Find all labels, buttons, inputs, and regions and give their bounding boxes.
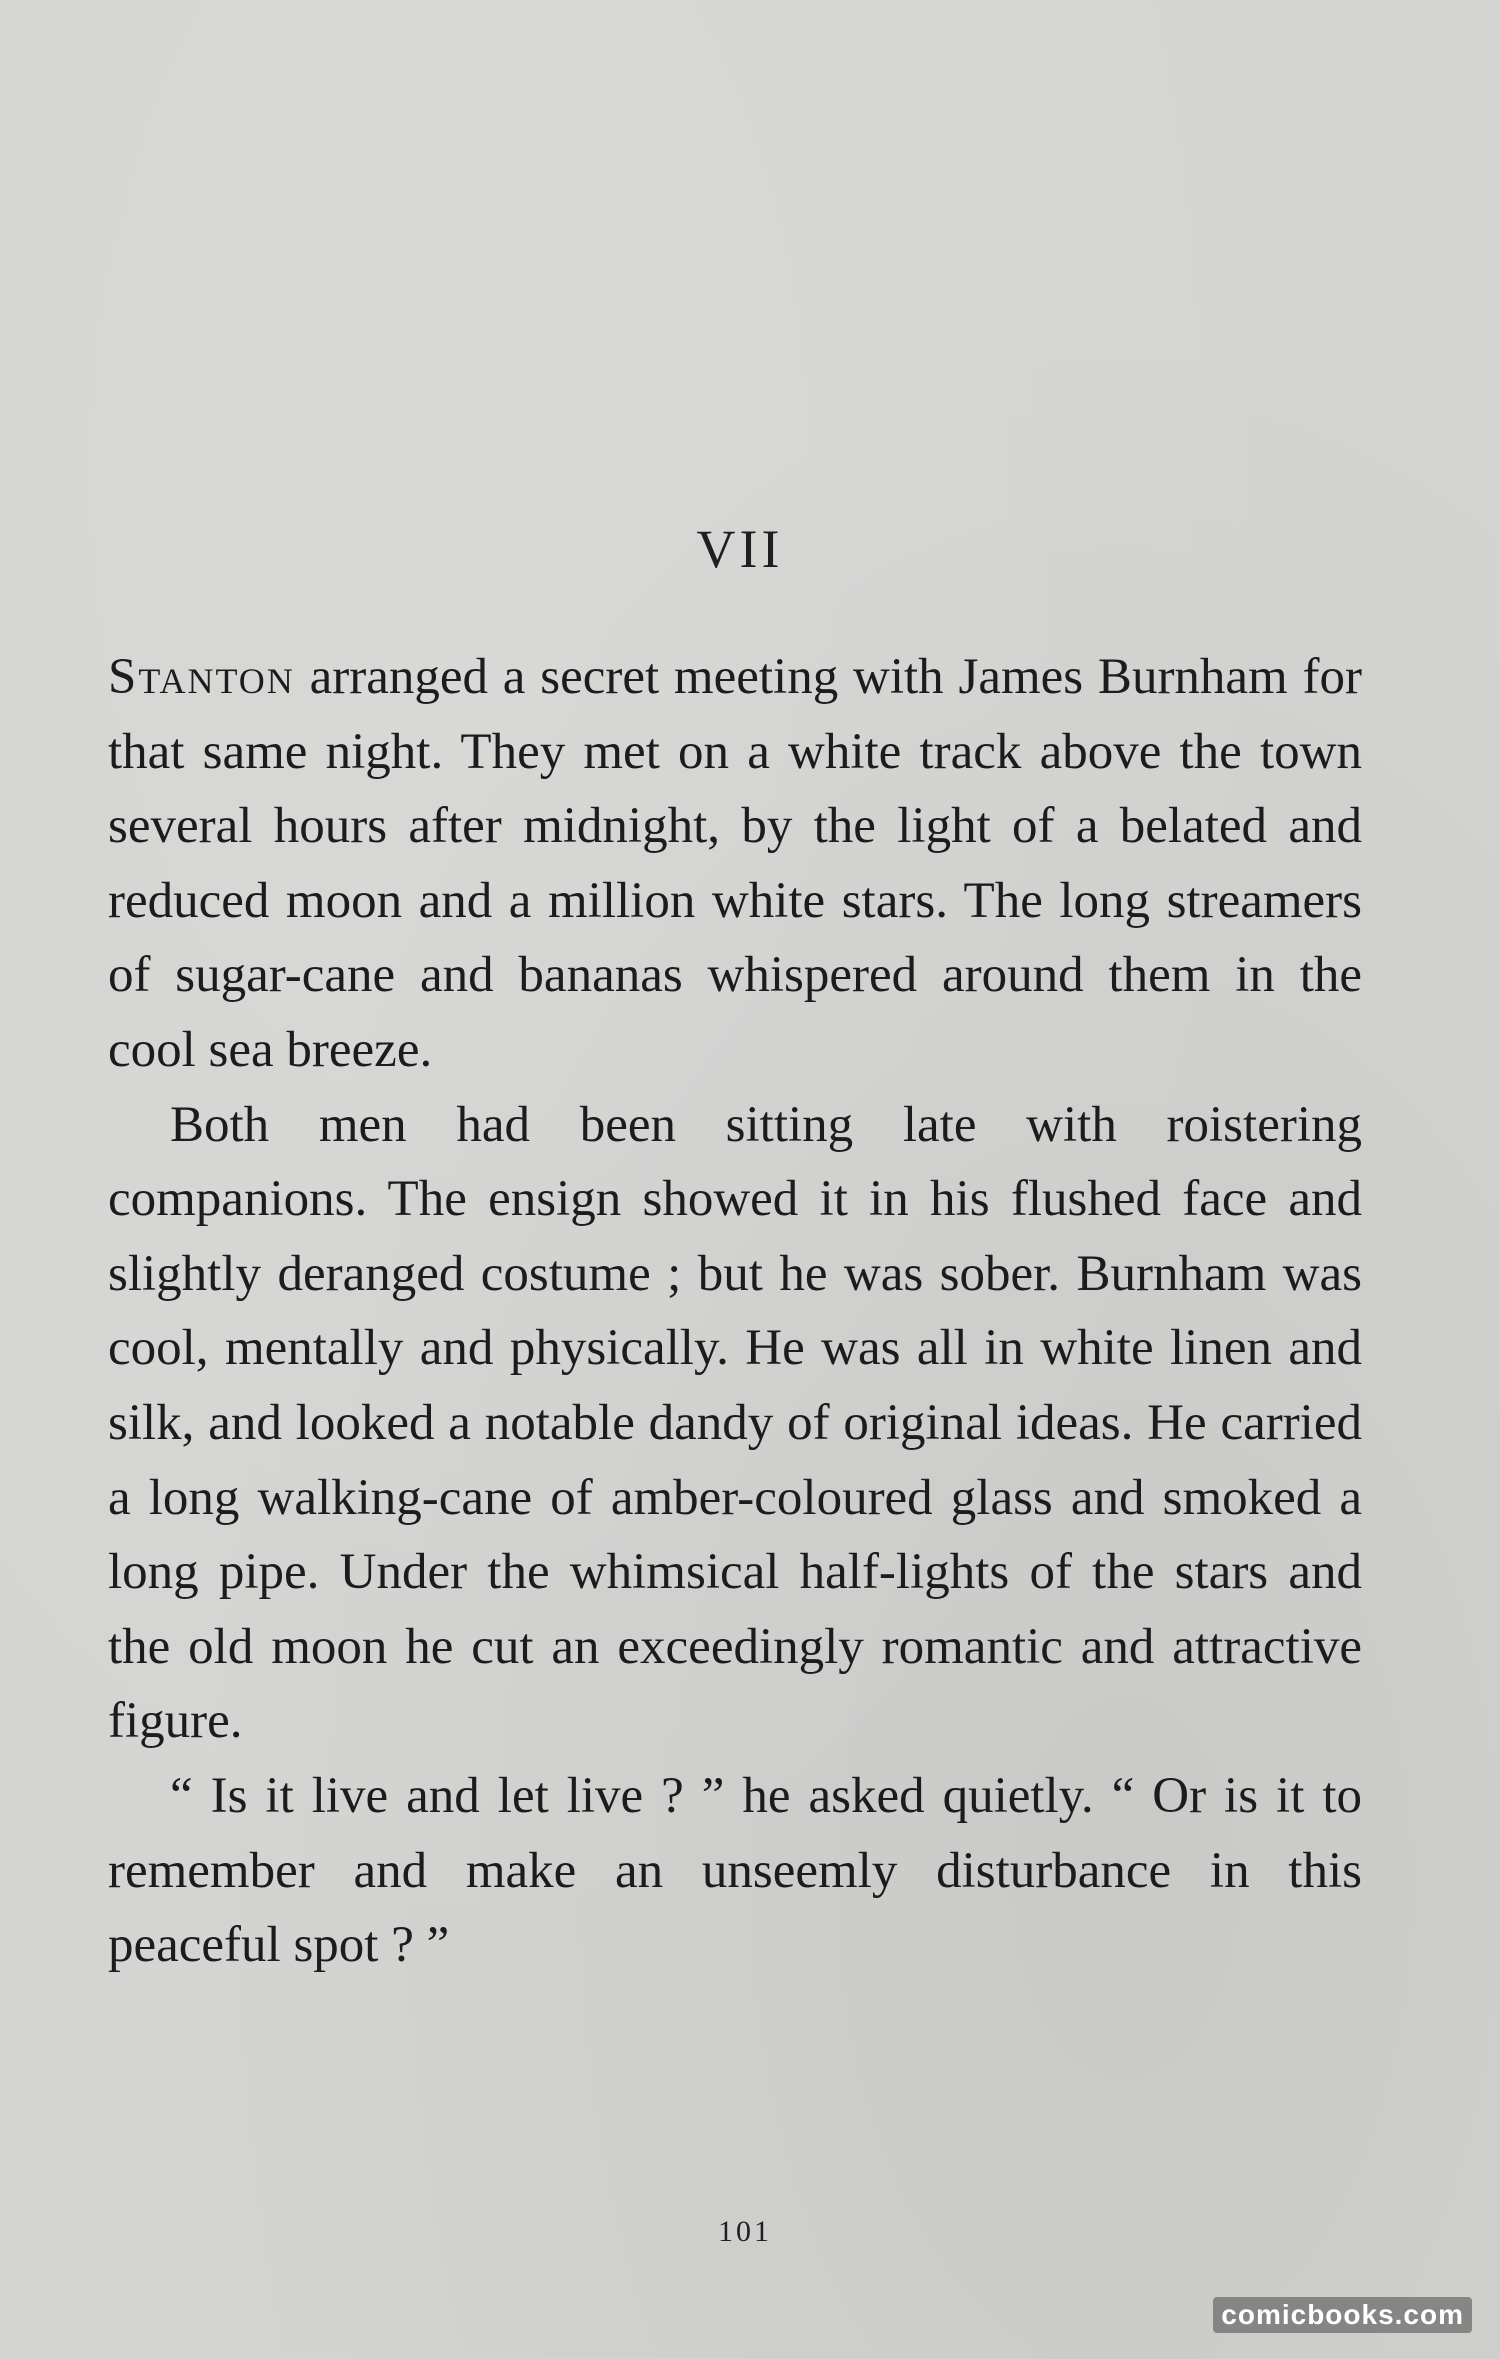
paragraph-2: Both men had been sitting late with roistering companions. The ensign showed it in his flushed face and slightly deranged costume ; but he was sober. Burnham was cool, mentally and physically. He was all in white linen and silk, and looked a notable dandy of original ideas. He carried a long walking-cane of amber-coloured glass and smoked a long pipe. Under the whimsical half-lights of the stars and the old moon he cut an exceedingly romantic and attractive figure. [108,1096,1362,1750]
paragraph-1-text: arranged a secret meeting with James Burnham for that same night. They met on a white track above the town several hours after midnight, by the light of a belated and reduced moon and a million white stars. The long streamers of sugar-cane and bananas whispered around them in the cool sea breeze. [108,649,1362,1078]
paragraph-1 [108,640,1362,1088]
paragraph-3: “ Is it live and let live ? ” he asked quietly. “ Or is it to remember and make an unseemly disturbance in this peaceful spot ? ” [108,1767,1362,1974]
page-number: 101 [718,2215,772,2248]
chapter-heading: VII [696,519,784,579]
body-text [108,640,1362,1983]
watermark: comicbooks.com [1213,2297,1472,2333]
paragraph-1-lead-word: Stanton [108,649,295,705]
